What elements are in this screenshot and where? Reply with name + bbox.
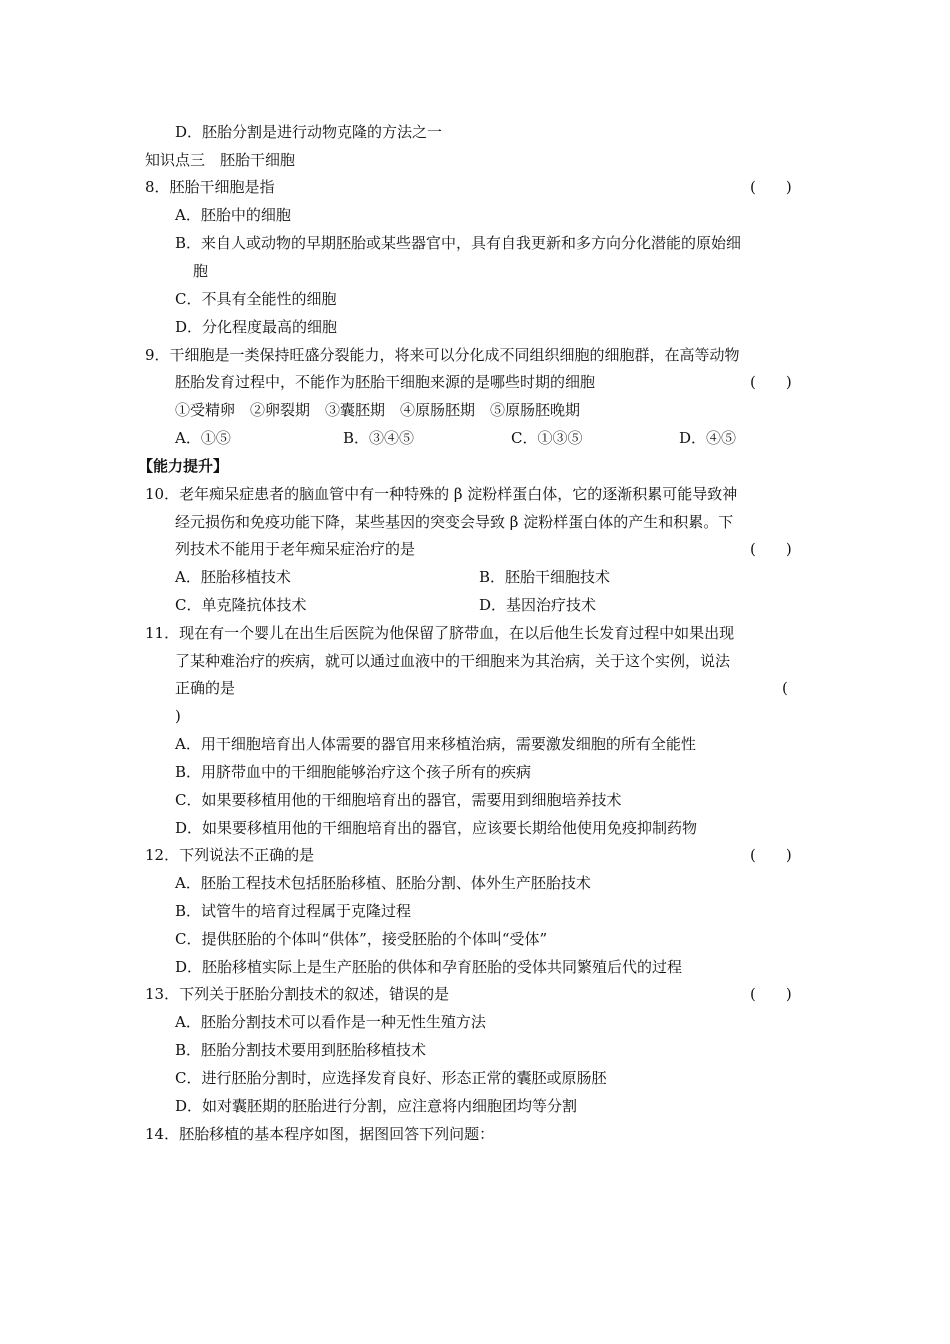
q9-option-b: B．③④⑤ <box>343 429 415 447</box>
q12-option-d: D．胚胎移植实际上是生产胚胎的供体和孕育胚胎的受体共同繁殖后代的过程 <box>175 958 683 976</box>
q11-stem-cont2: 正确的是 <box>175 679 236 697</box>
q10-option-c: C．单克隆抗体技术 <box>175 596 307 614</box>
q12-option-a: A．胚胎工程技术包括胚胎移植、胚胎分割、体外生产胚胎技术 <box>175 874 591 892</box>
q12-answer-paren: ( ) <box>750 846 792 864</box>
q13-answer-paren: ( ) <box>750 985 792 1003</box>
q8-option-b: B．来自人或动物的早期胚胎或某些器官中，具有自我更新和多方向分化潜能的原始细 <box>175 234 742 252</box>
ability-heading: 【能力提升】 <box>138 457 229 475</box>
q10-stem-cont2: 列技术不能用于老年痴呆症治疗的是 <box>175 540 416 558</box>
q12-option-c: C．提供胚胎的个体叫“供体”，接受胚胎的个体叫“受体” <box>175 930 548 948</box>
q11-option-b: B．用脐带血中的干细胞能够治疗这个孩子所有的疾病 <box>175 763 532 781</box>
q8-option-d: D．分化程度最高的细胞 <box>175 318 338 336</box>
q8-option-a: A．胚胎中的细胞 <box>175 206 291 224</box>
q14-stem: 14．胚胎移植的基本程序如图，据图回答下列问题： <box>145 1125 495 1143</box>
q10-stem: 10．老年痴呆症患者的脑血管中有一种特殊的 β 淀粉样蛋白体，它的逐渐积累可能导致神 <box>145 485 738 503</box>
q9-option-c: C．①③⑤ <box>511 429 583 447</box>
q9-items: ①受精卵 ②卵裂期 ③囊胚期 ④原肠胚期 ⑤原肠胚晚期 <box>175 401 581 419</box>
q8-option-b-cont: 胞 <box>193 262 209 280</box>
q11-paren-close: ) <box>175 707 181 725</box>
q9-stem: 9．干细胞是一类保持旺盛分裂能力，将来可以分化成不同组织细胞的细胞群，在高等动物 <box>145 346 740 364</box>
q12-stem: 12．下列说法不正确的是 <box>145 846 315 864</box>
q11-stem: 11．现在有一个婴儿在出生后医院为他保留了脐带血，在以后他生长发育过程中如果出现 <box>145 624 735 642</box>
q13-option-c: C．进行胚胎分割时，应选择发育良好、形态正常的囊胚或原肠胚 <box>175 1069 607 1087</box>
q13-option-b: B．胚胎分割技术要用到胚胎移植技术 <box>175 1041 427 1059</box>
q7-option-d: D．胚胎分割是进行动物克隆的方法之一 <box>175 123 443 141</box>
q10-answer-paren: ( ) <box>750 540 792 558</box>
q9-option-d: D．④⑤ <box>679 429 737 447</box>
q11-option-c: C．如果要移植用他的干细胞培育出的器官，需要用到细胞培养技术 <box>175 791 622 809</box>
q9-answer-paren: ( ) <box>750 373 792 391</box>
q8-answer-paren: ( ) <box>750 178 792 196</box>
q13-option-d: D．如对囊胚期的胚胎进行分割，应注意将内细胞团均等分割 <box>175 1097 578 1115</box>
q10-stem-cont: 经元损伤和免疫功能下降，某些基因的突变会导致 β 淀粉样蛋白体的产生和积累。下 <box>175 513 734 531</box>
q11-option-a: A．用干细胞培育出人体需要的器官用来移植治病，需要激发细胞的所有全能性 <box>175 735 696 753</box>
q8-option-c: C．不具有全能性的细胞 <box>175 290 337 308</box>
q9-stem-cont: 胚胎发育过程中，不能作为胚胎干细胞来源的是哪些时期的细胞 <box>175 373 596 391</box>
q9-option-a: A．①⑤ <box>175 429 231 447</box>
q13-option-a: A．胚胎分割技术可以看作是一种无性生殖方法 <box>175 1013 486 1031</box>
q10-option-b: B．胚胎干细胞技术 <box>479 568 611 586</box>
q13-stem: 13．下列关于胚胎分割技术的叙述，错误的是 <box>145 985 450 1003</box>
q10-option-a: A．胚胎移植技术 <box>175 568 291 586</box>
section-heading: 知识点三 胚胎干细胞 <box>145 151 296 169</box>
q10-option-d: D．基因治疗技术 <box>479 596 597 614</box>
q8-stem: 8．胚胎干细胞是指 <box>145 178 275 196</box>
q11-option-d: D．如果要移植用他的干细胞培育出的器官，应该要长期给他使用免疫抑制药物 <box>175 819 698 837</box>
q11-stem-cont: 了某种难治疗的疾病，就可以通过血液中的干细胞来为其治病，关于这个实例，说法 <box>175 652 731 670</box>
q11-paren-open: ( <box>782 679 788 697</box>
q12-option-b: B．试管牛的培育过程属于克隆过程 <box>175 902 412 920</box>
